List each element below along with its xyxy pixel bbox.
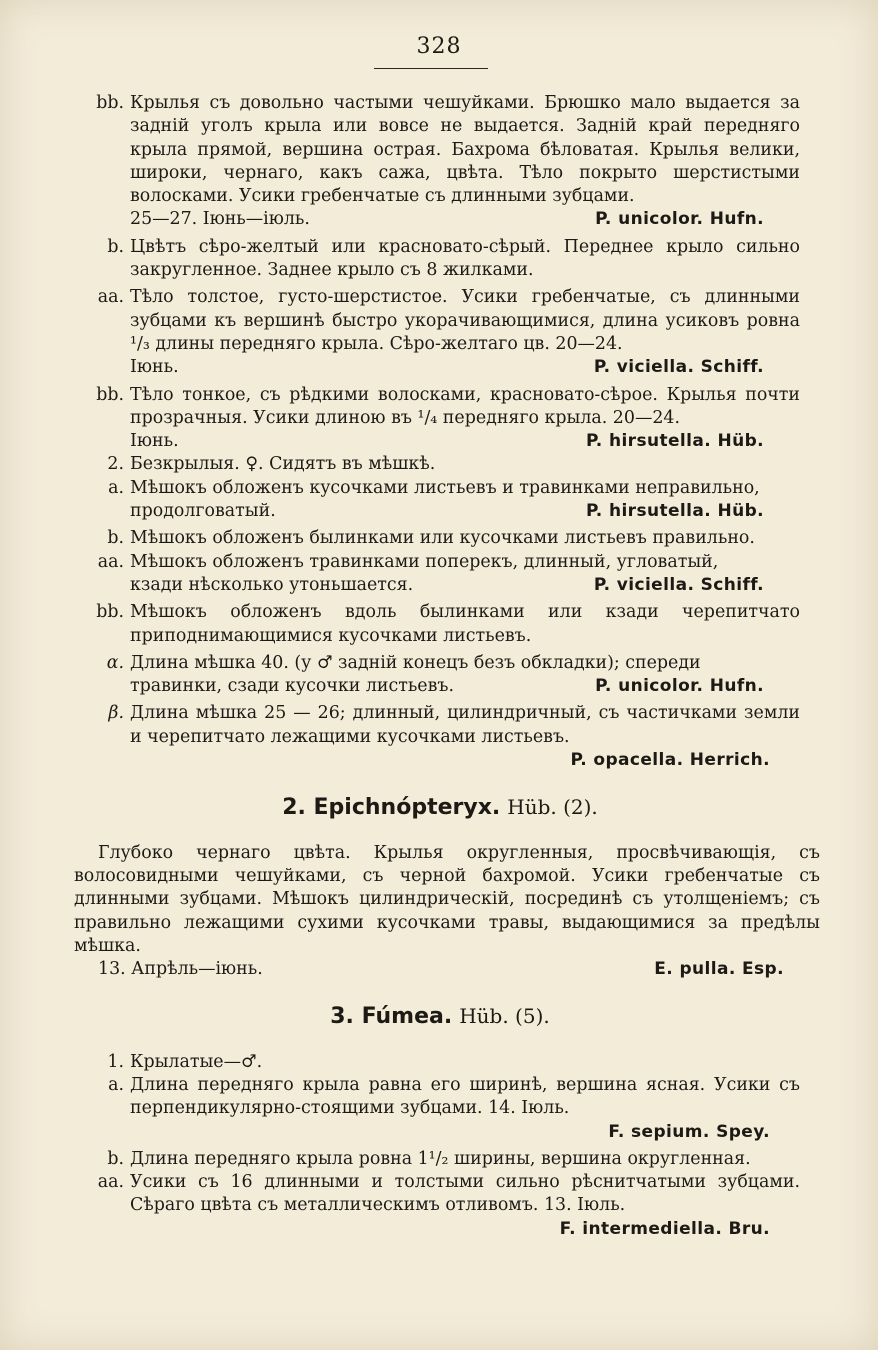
key-entry-2 (80, 453, 800, 476)
key-entry-a-hirsutella (80, 477, 800, 524)
key-marker: aa. (97, 551, 124, 572)
key-text: Тѣло тонкое, съ рѣдкими волосками, красновато-сѣрое. Крылья почти прозрачныя. Усики длиною въ ¹/₄ передняго крыла. 20—24. (130, 384, 800, 428)
key-text: Длина передняго крыла ровна 1¹/₂ ширины, вершина округленная. (130, 1148, 751, 1169)
key-text-tail: Іюнь. (130, 431, 179, 452)
key-text: Мѣшокъ обложенъ травинками поперекъ, длинный, угловатый, (130, 551, 719, 572)
key-entry-alpha (80, 652, 800, 699)
key-text: Длина мѣшка 40. (у ♂ задній конецъ безъ обкладки); спереди (130, 652, 701, 673)
species-name: P. opacella. Herrich. (570, 750, 770, 771)
key-entry-fumea-aa (80, 1171, 800, 1241)
key-text: Мѣшокъ обложенъ кусочками листьевъ и травинками неправильно, (130, 477, 760, 498)
key-entry-bb-hirsutella (80, 384, 800, 454)
key-text: Мѣшокъ обложенъ вдоль былинками или кзади черепитчато приподнимающимися кусочками листьевъ. (130, 602, 800, 646)
key-marker: α. (106, 652, 124, 673)
key-marker: aa. (97, 1172, 124, 1193)
species-name: P. viciella. Schiff. (593, 357, 764, 378)
page-number: 328 (416, 34, 462, 59)
species-name: P. hirsutella. Hüb. (586, 501, 764, 522)
key-text-tail: кзади нѣсколько утоньшается. (130, 574, 414, 595)
genus-description (74, 842, 820, 982)
key-marker: bb. (96, 602, 124, 623)
key-entry-beta (80, 702, 800, 772)
genus-name: 2. Epichnópteryx. (282, 795, 501, 821)
species-name: P. unicolor. Hufn. (595, 676, 764, 697)
key-text: Безкрылыя. ♀. Сидятъ въ мѣшкѣ. (130, 454, 436, 475)
species-name: F. sepium. Spey. (608, 1121, 770, 1142)
key-marker: a. (108, 1074, 124, 1095)
key-text: Мѣшокъ обложенъ былинками или кусочками листьевъ правильно. (130, 528, 755, 549)
key-text: Тѣло толстое, густо-шерстистое. Усики гребенчатые, съ длинными зубцами къ вершинѣ быстро укорачивающимися, длина усиковъ ровна ¹/₃ длины передняго крыла. Сѣро-желтаго цв. 20—24. (130, 287, 800, 354)
species-name: P. unicolor. Hufn. (595, 209, 764, 230)
key-entry-fumea-b (80, 1148, 800, 1171)
key-entry-b (80, 236, 800, 283)
species-name: F. intermediella. Bru. (559, 1218, 770, 1239)
key-text: Длина мѣшка 25 — 26; длинный, цилиндричный, съ частичками земли и черепитчато лежащими кусочками листьевъ. (130, 703, 800, 747)
key-entry-fumea-a (80, 1074, 800, 1144)
key-marker: 1. (107, 1051, 124, 1072)
key-entry-fumea-1 (80, 1051, 800, 1074)
key-text: Крылатые—♂. (130, 1051, 263, 1072)
key-marker: 2. (107, 454, 124, 475)
key-marker: b. (107, 1148, 124, 1169)
key-entry-bb-3 (80, 601, 800, 648)
key-text-tail: травинки, сзади кусочки листьевъ. (130, 676, 454, 697)
page-body (74, 92, 820, 1241)
key-text: Длина передняго крыла равна его ширинѣ, вершина ясная. Усики съ перпендикулярно-стоящими зубцами. 14. Іюль. (130, 1074, 800, 1119)
description-text: Глубоко чернаго цвѣта. Крылья округленныя, просвѣчивающія, съ волосовидными чешуйками, съ черной бахромой. Усики гребенчатые съ длинными зубцами. Мѣшокъ цилиндрическій, посрединѣ съ утолщеніемъ; съ правильно лежащими сухими кусочками травы, выдающимися за предѣлы мѣшка. (74, 842, 820, 956)
key-entry-b-2 (80, 527, 800, 550)
key-marker: a. (108, 477, 124, 498)
key-entry-aa-viciella-2 (80, 551, 800, 598)
key-marker: bb. (96, 384, 124, 405)
species-name: E. pulla. Esp. (654, 959, 784, 980)
key-entry-aa-viciella (80, 286, 800, 379)
species-name: P. hirsutella. Hüb. (586, 431, 764, 452)
key-marker: β. (108, 703, 124, 724)
key-text: Крылья съ довольно частыми чешуйками. Брюшко мало выдается за задній уголъ крыла или вовсе не выдается. Задній край передняго крыла прямой, вершина острая. Бахрома бѣловатая. Крылья велики, широки, чернаго, какъ сажа, цвѣта. Тѣло покрыто шерстистыми волосками. Усики гребенчатые съ длинными зубцами. (130, 93, 800, 207)
key-text-tail: 25—27. Іюнь—іюль. (130, 209, 310, 230)
genus-author: Hüb. (2). (507, 795, 598, 820)
species-name: P. viciella. Schiff. (593, 574, 764, 595)
key-marker: bb. (96, 93, 124, 113)
key-entry-bb-unicolor (80, 92, 800, 232)
genus-heading-fumea (80, 1005, 800, 1028)
key-marker: b. (107, 528, 124, 549)
header-rule (374, 68, 488, 69)
key-marker: aa. (97, 287, 124, 308)
key-text: Усики съ 16 длинными и толстыми сильно рѣснитчатыми зубцами. Сѣраго цвѣта съ металлическимъ отливомъ. 13. Іюль. (130, 1172, 800, 1216)
key-text: Цвѣтъ сѣро-желтый или красновато-сѣрый. Переднее крыло сильно закругленное. Заднее крыло съ 8 жилками. (130, 236, 800, 281)
genus-name: 3. Fúmea. (330, 1004, 453, 1030)
key-text-tail: Іюнь. (130, 357, 179, 378)
key-text-tail: продолговатый. (130, 501, 276, 522)
key-marker: b. (107, 236, 124, 257)
genus-heading-epichnopteryx (80, 796, 800, 819)
genus-author: Hüb. (5). (459, 1004, 550, 1029)
description-tail: 13. Апрѣль—іюнь. (98, 959, 263, 980)
